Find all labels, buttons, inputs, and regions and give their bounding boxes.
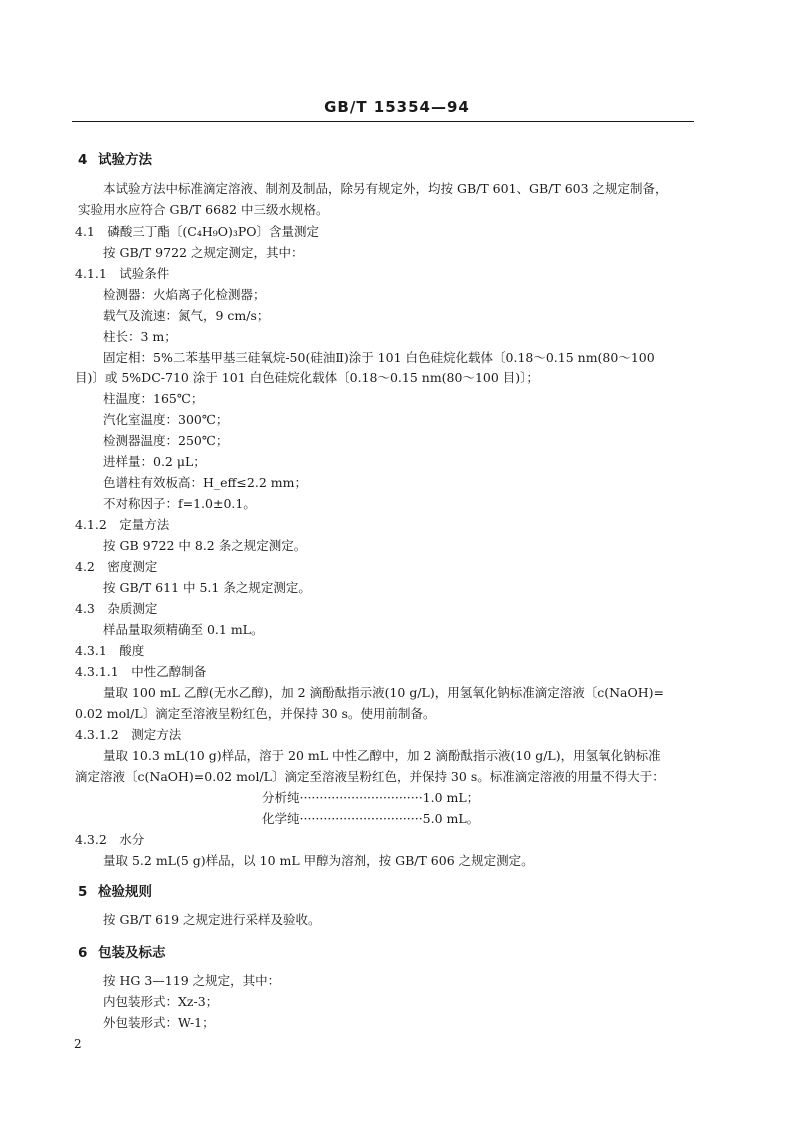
section-4-heading [78,148,152,168]
neutral-ethanol-line-1: 量取 100 mL 乙醇(无水乙醇)，加 2 滴酚酞指示液(10 g/L)，用氢氧化钠标准滴定溶液〔c(NaOH)= [103,685,664,700]
condition-vaporizer-temp: 汽化室温度：300℃； [103,412,229,427]
section-5-heading [78,880,152,900]
clause-4-3-heading: 4.3 杂质测定 [75,601,158,616]
clause-4-1-heading: 4.1 磷酸三丁酯〔(C₄H₉O)₃PO〕含量测定 [75,224,320,239]
section-number: 6 [78,945,88,961]
neutral-ethanol-line-2: 0.02 mol/L〕滴定至溶液呈粉红色，并保持 30 s。使用前制备。 [75,706,436,721]
condition-injection-volume: 进样量：0.2 μL； [103,454,206,469]
clause-4-3-2-heading: 4.3.2 水分 [75,832,145,847]
condition-detector: 检测器：火焰离子化检测器； [103,287,266,302]
section-title: 试验方法 [98,152,152,168]
section-number: 5 [78,884,88,900]
standard-code-header: GB/T 15354—94 [324,98,470,116]
clause-4-1-2-text: 按 GB 9722 中 8.2 条之规定测定。 [103,538,307,553]
page-number: 2 [74,1037,82,1051]
section-6-heading [78,941,166,961]
clause-4-3-1-2-heading: 4.3.1.2 测定方法 [75,727,182,742]
method-line-1: 量取 10.3 mL(10 g)样品，溶于 20 mL 中性乙醇中，加 2 滴酚酞指示液(10 g/L)，用氢氧化钠标准 [103,748,661,763]
outer-packaging-form: 外包装形式：W-1； [103,1015,215,1030]
condition-stationary-phase-2: 目)〕或 5%DC-710 涂于 101 白色硅烷化载体〔0.18～0.15 nm(80～100 目)〕； [75,370,539,385]
intro-line-1: 本试验方法中标准滴定溶液、制剂及制品，除另有规定外，均按 GB/T 601、GB/T 603 之规定制备， [103,181,668,196]
clause-4-1-2-heading: 4.1.2 定量方法 [75,517,170,532]
section-6-text: 按 HG 3—119 之规定，其中： [103,973,281,988]
header-rule [72,121,694,122]
inner-packaging-form: 内包装形式：Xz-3； [103,994,219,1009]
condition-plate-height: 色谱柱有效板高：H_eff≤2.2 mm； [103,475,307,490]
condition-stationary-phase-1: 固定相：5%二苯基甲基三硅氧烷-50(硅油Ⅱ)涂于 101 白色硅烷化载体〔0.18～0.15 nm(80～100 [103,350,655,365]
section-title: 检验规则 [98,884,152,900]
condition-column-length: 柱长：3 m； [103,329,177,344]
clause-4-3-2-text: 量取 5.2 mL(5 g)样品，以 10 mL 甲醇为溶剂，按 GB/T 606 之规定测定。 [103,853,534,868]
condition-asymmetry-factor: 不对称因子：f=1.0±0.1。 [103,496,256,511]
clause-4-1-text: 按 GB/T 9722 之规定测定，其中： [103,245,304,260]
section-title: 包装及标志 [98,945,166,961]
limit-analytical-grade: 分析纯·······························1.0 mL； [262,790,480,805]
clause-4-3-text: 样品量取须精确至 0.1 mL。 [103,622,264,637]
condition-column-temp: 柱温度：165℃； [103,391,204,406]
clause-4-2-heading: 4.2 密度测定 [75,559,158,574]
method-line-2: 滴定溶液〔c(NaOH)=0.02 mol/L〕滴定至溶液呈粉红色，并保持 30 s。标准滴定溶液的用量不得大于： [75,769,665,784]
intro-line-2: 实验用水应符合 GB/T 6682 中三级水规格。 [78,202,329,217]
section-number: 4 [78,152,88,168]
clause-4-1-1-heading: 4.1.1 试验条件 [75,266,170,281]
clause-4-3-1-heading: 4.3.1 酸度 [75,643,145,658]
condition-detector-temp: 检测器温度：250℃； [103,433,229,448]
section-5-text: 按 GB/T 619 之规定进行采样及验收。 [103,912,321,927]
condition-carrier-gas: 载气及流速：氮气，9 cm/s； [103,308,270,323]
limit-chemical-grade: 化学纯·······························5.0 mL。 [262,811,480,826]
clause-4-2-text: 按 GB/T 611 中 5.1 条之规定测定。 [103,580,311,595]
clause-4-3-1-1-heading: 4.3.1.1 中性乙醇制备 [75,664,207,679]
